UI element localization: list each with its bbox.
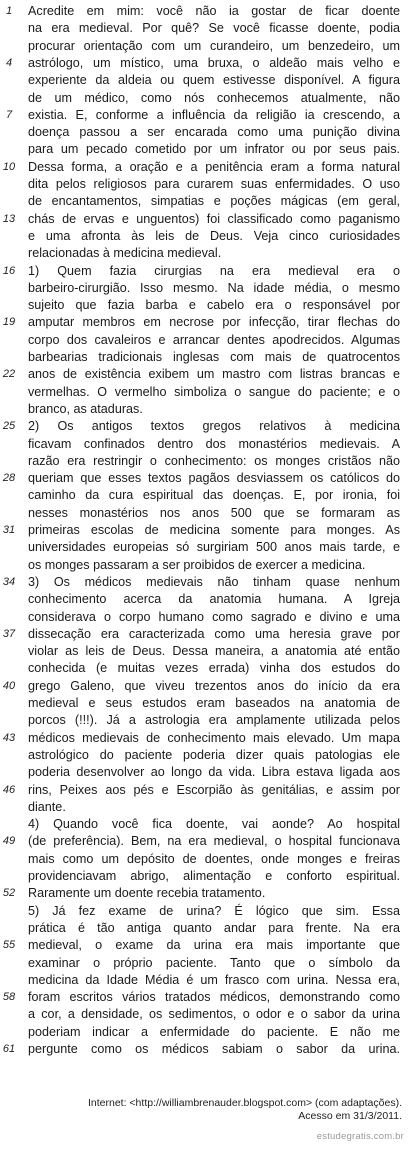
- text-line: foram escritos vários tratados médicos, demonstrando como: [28, 990, 400, 1005]
- text-line: Dessa forma, a oração e a penitência eram a forma natural: [28, 159, 400, 174]
- line-number: 16: [2, 264, 16, 277]
- text-line: (de preferência). Bem, na era medieval, o hospital funcionava: [28, 834, 400, 849]
- line-number: 1: [5, 5, 13, 17]
- text-line: medieval, o exame da urina era mais importante que: [28, 938, 400, 953]
- text-line: de encantamentos, simpatias e poções mágicas (em geral,: [28, 194, 400, 209]
- text-line: poderia desenvolver ao longo da vida. Libra estava ligada aos: [28, 765, 400, 780]
- line-number: 25: [2, 420, 16, 433]
- text-line: amputar membros em necrose por infecção, tirar flechas do: [28, 315, 400, 330]
- text-line: porcos (!!!). Já a astrologia era amplamente utilizada pelos: [28, 713, 400, 728]
- text-line: medicina da Idade Média é um frasco com urina. Nessa era,: [28, 972, 400, 987]
- text-line: violar as leis de Deus. Dessa maneira, a anatomia até então: [28, 644, 400, 659]
- text-line: sujeito que fazia barba e cabelo era o responsável por: [28, 298, 400, 313]
- text-line: vermelhas. O vermelho simboliza o sangue do paciente; e o: [28, 384, 400, 399]
- text-line: de um médico, como nós conhecemos atualmente, não: [28, 90, 400, 105]
- text-line: na era medieval. Por quê? Se você ficasse doente, podia: [28, 21, 400, 36]
- text-line: examinar o próprio paciente. Tanto que o símbolo da: [28, 955, 400, 970]
- text-line: poderiam indicar a enfermidade do paciente. E não me: [28, 1024, 400, 1039]
- text-line: razão era restringir o conhecimento: os monges cristãos não: [28, 453, 400, 468]
- source-citation: Internet: <http://williambrenauder.blogspot.com> (com adaptações).: [87, 1097, 402, 1109]
- text-line: queriam que esses textos pagãos desviassem os católicos do: [28, 471, 400, 486]
- text-line: providenciavam abrigo, alimentação e conforto espiritual.: [28, 869, 400, 883]
- text-line: 1) Quem fazia cirurgias na era medieval era o: [28, 263, 400, 278]
- access-date: Acesso em 31/3/2011.: [298, 1110, 402, 1122]
- text-line: dita pelos religiosos para curarem suas enfermidades. O uso: [28, 177, 400, 191]
- line-number: 10: [2, 160, 16, 173]
- text-line: conhecimento acerca da anatomia humana. A Igreja: [28, 592, 400, 607]
- line-number: 52: [2, 887, 16, 900]
- line-number: 37: [2, 627, 16, 640]
- line-number: 55: [2, 939, 16, 952]
- line-number: 46: [2, 783, 16, 796]
- text-line: experiente da aldeia ou quem estivesse disponível. A figura: [28, 73, 400, 88]
- text-line: Acredite em mim: você não ia gostar de ficar doente: [28, 4, 400, 18]
- line-number: 19: [2, 316, 16, 329]
- line-number: 43: [2, 731, 16, 744]
- text-line: pergunte como os médicos sabiam o sabor da urina.: [28, 1042, 400, 1056]
- text-line: grego Galeno, que viveu trezentos anos do início da era: [28, 678, 400, 693]
- text-line: ficavam confinados dentro dos monastérios medievais. A: [28, 436, 400, 451]
- text-line: Raramente um doente recebia tratamento.: [28, 886, 266, 901]
- text-line: astrólogo, um místico, uma bruxa, o aldeão mais velho e: [28, 55, 400, 70]
- text-line: diante.: [28, 799, 66, 814]
- line-number: 7: [5, 108, 13, 121]
- text-line: chás de ervas e unguentos) foi classificado como paganismo: [28, 211, 400, 226]
- text-line: mais como um depósito de doentes, onde monges e freiras: [28, 851, 400, 866]
- text-line: 4) Quando você fica doente, vai aonde? Ao hospital: [28, 817, 400, 832]
- text-line: a cor, a densidade, os sedimentos, o odor e o sabor da urina: [28, 1007, 400, 1022]
- line-number: 22: [2, 368, 16, 381]
- line-number: 40: [2, 679, 16, 692]
- text-line: 3) Os médicos medievais não tinham quase nenhum: [28, 574, 400, 589]
- text-line: barbearias tradicionais inglesas com mais de quatrocentos: [28, 350, 400, 364]
- text-line: os monges passaram a ser proibidos de exercer a medicina.: [28, 557, 366, 572]
- text-line: para um pecado cometido por um infrator ou por seus pais.: [28, 142, 400, 157]
- line-number: 58: [2, 991, 16, 1004]
- text-line: corpo dos cavaleiros e arrancar dentes apodrecidos. Algumas: [28, 332, 400, 347]
- line-number: 4: [5, 56, 13, 69]
- text-line: médicos medievais de conhecimento mais elevado. Um mapa: [28, 730, 400, 745]
- text-line: 2) Os antigos textos gregos relativos à medicina: [28, 419, 400, 434]
- text-line: conhecida (e muitas vezes errada) vinha dos estudos do: [28, 661, 400, 676]
- text-line: considerava o corpo humano como sagrado e divino e uma: [28, 609, 400, 624]
- text-line: procurar orientação com um curandeiro, um benzedeiro, um: [28, 38, 400, 53]
- line-number: 31: [2, 524, 16, 536]
- watermark: estudegratis.com.br: [316, 1131, 404, 1142]
- line-number: 13: [2, 212, 16, 225]
- text-line: e uma afronta às leis de Deus. Veja cinco curiosidades: [28, 228, 400, 243]
- text-line: existia. E, conforme a influência da religião ia crescendo, a: [28, 107, 400, 122]
- text-line: rins, Peixes aos pés e Escorpião às genitálias, e assim por: [28, 782, 400, 797]
- text-line: barbeiro-cirurgião. Isso mesmo. Na idade média, o mesmo: [28, 280, 400, 295]
- text-line: astrológico do paciente poderia dizer quais patologias ele: [28, 747, 400, 762]
- text-line: 5) Já fez exame de urina? É lógico que sim. Essa: [28, 903, 400, 918]
- text-line: universidades europeias só surgiriam 500 anos mais tarde, e: [28, 540, 400, 555]
- text-line: primeiras escolas de medicina somente para monges. As: [28, 523, 400, 537]
- line-number: 49: [2, 835, 16, 848]
- text-line: prática é tão antiga quanto andar para frente. Na era: [28, 920, 400, 935]
- line-number: 28: [2, 472, 16, 485]
- text-line: relacionadas à medicina medieval.: [28, 246, 222, 261]
- text-line: branco, as ataduras.: [28, 401, 143, 416]
- text-line: caminho da cura espiritual das doenças. E, por ironia, foi: [28, 488, 400, 503]
- text-line: dissecação era caracterizada como uma heresia grave por: [28, 626, 400, 641]
- text-line: medieval e seus estudos eram baseados na anatomia de: [28, 696, 400, 710]
- line-number: 61: [2, 1043, 16, 1055]
- text-line: anos de existência exibem um mastro com listras brancas e: [28, 367, 400, 382]
- text-line: doença passou a ser encarada como uma punição divina: [28, 125, 400, 140]
- text-line: nesses monastérios nos anos 500 que se formaram as: [28, 505, 400, 520]
- line-number: 34: [2, 575, 16, 588]
